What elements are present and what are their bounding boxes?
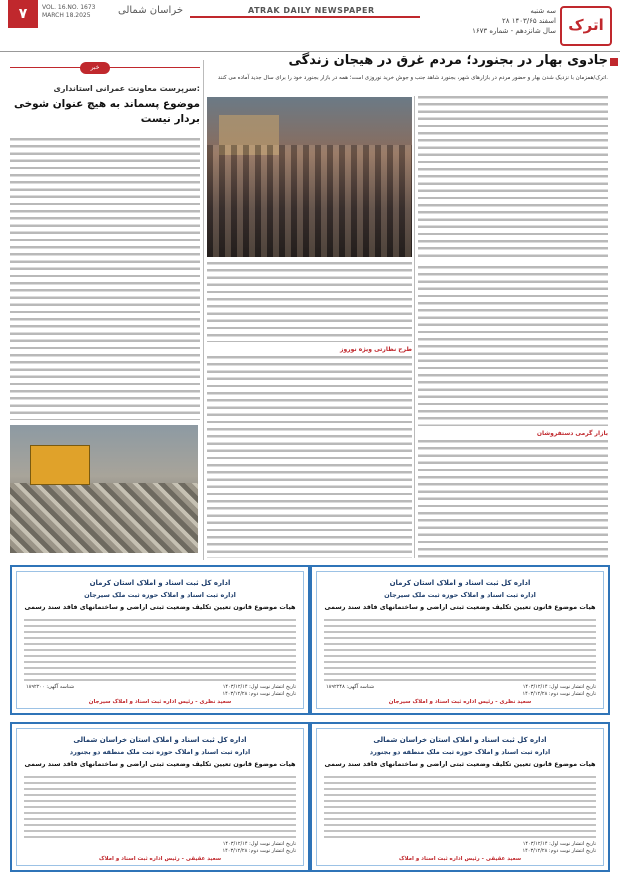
photo-waste bbox=[10, 483, 198, 553]
ad-office: اداره ثبت اسناد و املاک حوزه ثبت ملک منطقه دو بجنورد bbox=[369, 748, 551, 756]
issue-date bbox=[472, 6, 556, 36]
main-column-right-mid bbox=[418, 266, 608, 426]
subhead-bazaar: بازار گرمی دستفروشان bbox=[536, 430, 608, 437]
ad-signature: سعید عقیقی - رئیس اداره ثبت اسناد و املاک bbox=[98, 856, 222, 862]
english-date: MARCH 18.2025 bbox=[42, 12, 91, 19]
paper-name: ATRAK DAILY NEWSPAPER bbox=[248, 6, 375, 15]
news-tag: خبر bbox=[80, 62, 110, 74]
main-column-mid-top bbox=[207, 262, 412, 342]
volume-info bbox=[42, 4, 95, 20]
landfill-photo[interactable] bbox=[10, 425, 198, 553]
legal-notice-ad[interactable] bbox=[10, 722, 310, 872]
photo-truck bbox=[30, 445, 90, 485]
ad-body bbox=[24, 776, 296, 838]
ad-date-first: تاریخ انتشار نوبت اول: ۱۴۰۳/۱۲/۱۴ bbox=[522, 841, 596, 847]
ad-subject: هیات موضوع قانون تعیین تکلیف وضعیت ثبتی اراضی و ساختمانهای فاقد سند رسمی bbox=[24, 760, 296, 768]
ad-subject: هیات موضوع قانون تعیین تکلیف وضعیت ثبتی اراضی و ساختمانهای فاقد سند رسمی bbox=[324, 603, 596, 611]
ad-date-second: تاریخ انتشار نوبت دوم: ۱۴۰۳/۱۲/۲۸ bbox=[222, 848, 296, 854]
ad-subject: هیات موضوع قانون تعیین تکلیف وضعیت ثبتی اراضی و ساختمانهای فاقد سند رسمی bbox=[324, 760, 596, 768]
section-region: خراسان شمالی bbox=[118, 5, 184, 16]
ad-office: اداره ثبت اسناد و املاک حوزه ثبت ملک منطقه دو بجنورد bbox=[69, 748, 251, 756]
ad-body bbox=[24, 619, 296, 681]
ad-org: اداره کل ثبت اسناد و املاک استان کرمان bbox=[389, 579, 531, 587]
ad-signature: سعید نظری - رئیس اداره ثبت اسناد و املاک سیرجان bbox=[388, 699, 532, 705]
main-column-right-bottom bbox=[418, 440, 608, 558]
side-story-title[interactable]: موضوع پسماند به هیچ عنوان شوخی بردار نیست bbox=[13, 98, 200, 125]
masthead-rule bbox=[190, 16, 420, 18]
ad-org: اداره کل ثبت اسناد و املاک استان خراسان شمالی bbox=[373, 736, 547, 744]
ad-id: شناسه آگهی: ۱۸۹۲۲۴۸ bbox=[326, 684, 375, 690]
ad-date-first: تاریخ انتشار نوبت اول: ۱۴۰۳/۱۲/۱۴ bbox=[222, 841, 296, 847]
ad-signature: سعید نظری - رئیس اداره ثبت اسناد و املاک سیرجان bbox=[88, 699, 232, 705]
subhead-inspection: طرح نظارتی ویژه نوروز bbox=[339, 346, 412, 353]
ad-id: شناسه آگهی: ۱۸۹۲۲۰۰ bbox=[26, 684, 75, 690]
volume-number: VOL. 16.NO. 1673 bbox=[42, 4, 96, 11]
main-column-right-top bbox=[418, 96, 608, 261]
legal-notice-ad[interactable] bbox=[10, 565, 310, 715]
side-story-kicker: سرپرست معاونت عمرانی استانداری: bbox=[53, 84, 200, 93]
ad-body bbox=[324, 619, 596, 681]
ad-signature: سعید عقیقی - رئیس اداره ثبت اسناد و املاک bbox=[398, 856, 522, 862]
ad-subject: هیات موضوع قانون تعیین تکلیف وضعیت ثبتی اراضی و ساختمانهای فاقد سند رسمی bbox=[24, 603, 296, 611]
main-headline[interactable]: جادوی بهار در بجنورد؛ مردم غرق در هیجان زندگی bbox=[288, 53, 608, 68]
bazaar-photo[interactable] bbox=[207, 97, 412, 257]
newspaper-logo: اترک bbox=[560, 6, 612, 46]
main-column-mid-bottom bbox=[207, 356, 412, 558]
ad-org: اداره کل ثبت اسناد و املاک استان کرمان bbox=[89, 579, 231, 587]
ad-date-second: تاریخ انتشار نوبت دوم: ۱۴۰۳/۱۲/۲۸ bbox=[522, 848, 596, 854]
ad-date-first: تاریخ انتشار نوبت اول: ۱۴۰۳/۱۲/۱۴ bbox=[522, 684, 596, 690]
legal-notice-ad[interactable] bbox=[310, 722, 610, 872]
ad-office: اداره ثبت اسناد و املاک حوزه ثبت ملک سیرجان bbox=[384, 591, 536, 599]
ad-office: اداره ثبت اسناد و املاک حوزه ثبت ملک سیرجان bbox=[84, 591, 236, 599]
ad-date-second: تاریخ انتشار نوبت دوم: ۱۴۰۳/۱۲/۲۸ bbox=[222, 691, 296, 697]
weekday: سه شنبه bbox=[530, 7, 556, 15]
photo-crowd bbox=[207, 145, 412, 257]
ad-date-second: تاریخ انتشار نوبت دوم: ۱۴۰۳/۱۲/۲۸ bbox=[522, 691, 596, 697]
ad-date-first: تاریخ انتشار نوبت اول: ۱۴۰۳/۱۲/۱۴ bbox=[222, 684, 296, 690]
masthead bbox=[0, 0, 620, 52]
main-lede: اترک/همزمان با نزدیک شدن بهار و حضور مردم در بازارهای شهر، بجنورد شاهد جنب و جوش خرید نوروزی است؛ همه در بازار بجنورد خود را برای سال جدید آماده می کنند. bbox=[217, 75, 608, 81]
page-number: ۷ bbox=[8, 0, 38, 28]
legal-notice-ad[interactable] bbox=[310, 565, 610, 715]
column-divider bbox=[203, 60, 204, 560]
date: ۲۸ اسفند ۱۴۰۳/۶۵ bbox=[501, 17, 556, 25]
column-divider bbox=[414, 96, 415, 558]
ad-body bbox=[324, 776, 596, 838]
side-story-body bbox=[10, 138, 200, 420]
issue-info: سال شانزدهم - شماره ۱۶۷۳ bbox=[472, 27, 556, 35]
ad-org: اداره کل ثبت اسناد و املاک استان خراسان شمالی bbox=[73, 736, 247, 744]
headline-marker bbox=[610, 58, 618, 66]
